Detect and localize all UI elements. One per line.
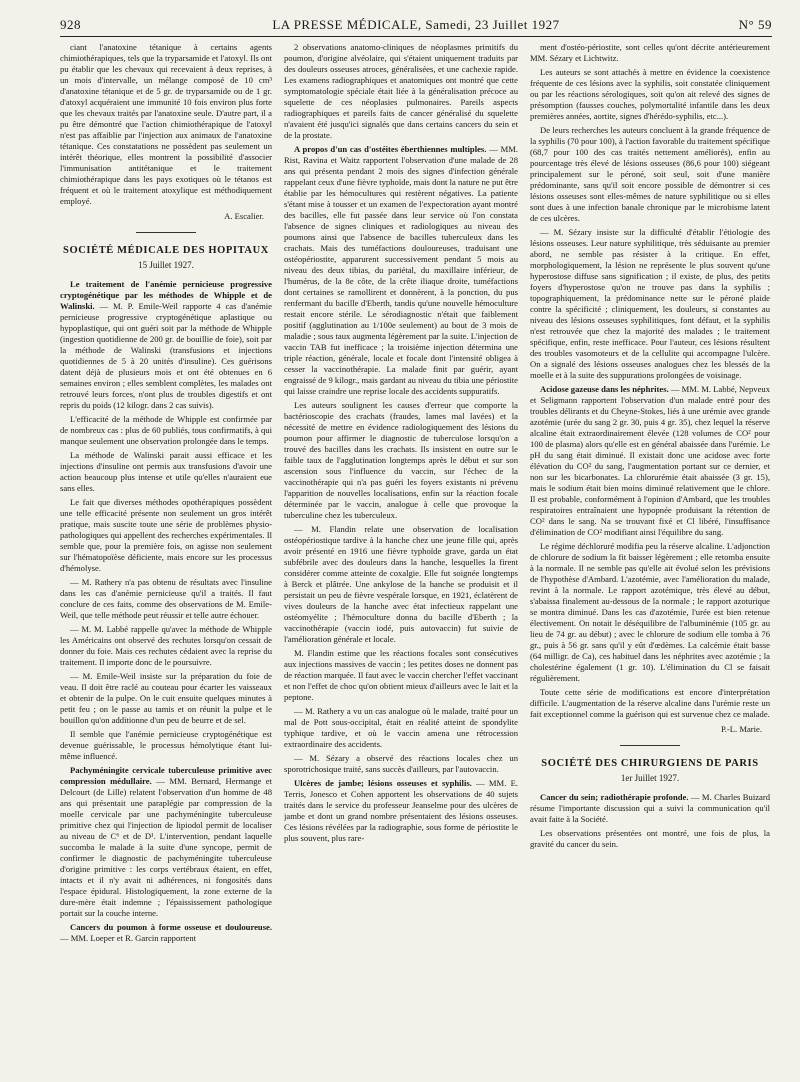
section-date: 15 Juillet 1927. — [138, 260, 194, 270]
column-2 — [284, 42, 518, 1066]
article-heading: Ulcères de jambe; lésions osseuses et syphilis. — [294, 778, 472, 788]
divider — [136, 232, 196, 233]
paragraph: Il semble que l'anémie pernicieuse cryptogénétique est devenue guérissable, le processus hémolytique étant lui-même influencé. — [60, 729, 272, 761]
paragraph: — M. Rathery a vu un cas analogue où le malade, traité pour un mal de Pott sous-occipital, était en réalité atteint de spondylite typhique tardive, et où le vaccin amena une rétrocession extraordinaire des accidents. — [284, 706, 518, 749]
signature: P.-L. Marie. — [720, 724, 762, 734]
divider — [620, 745, 680, 746]
paragraph: 2 observations anatomo-cliniques de néoplasmes primitifs du poumon, d'origine alvéolaire, qui s'étaient uniquement traduits par des douleurs osseuses atroces, généralisées, et une cachexie rapide. Les examens radiographiques et anatomiques ont montré que cette symptomatologie spéciale était liée à la généralisation précoce au squelette de ces néoplasies pulmonaires. Pareils aspects radiographiques et pareils faits de cancer généralisé du squelette n'avaient été jusqu'ici signalés que dans certains cancers du sein et de la prostate. — [284, 42, 518, 140]
section-date: 1er Juillet 1927. — [620, 773, 680, 783]
article-heading: Cancer du sein; radiothérapie profonde. — [540, 792, 689, 802]
paragraph: — MM. Loeper et R. Garcin rapportent — [60, 933, 197, 943]
signature: A. Escalier. — [224, 211, 264, 221]
paragraph: — M. Rathery n'a pas obtenu de résultats avec l'insuline dans les cas d'anémie pernicieuse qu'il a traités. Il faut conclure de ces faits, comme des observations de M. Emile-Weil, que telle méthode peut réussir et telle autre échouer. — [60, 577, 272, 620]
paragraph: — M. Charles Buizard résume l'importante discussion qui a suivi la communication qu'il avait faite à la Société. — [530, 792, 770, 824]
paragraph: — M. P. Emile-Weil rapporte 4 cas d'anémie pernicieuse progressive cryptogénétique aplastique ou hypoplastique, qui ont guéri soit par la méthode de Whipple (ingestion quotidienne de 200 gr. de bouillie de foie), soit par la méthode de Walinski (transfusions et injections quotidiennes de 5 à 20 unités d'insuline). Ces guérisons datent déjà de plusieurs mois et ont été obtenues en 6 semaines environ ; elles semblent complètes, les malades ont retrouvé leurs forces, n'ont plus de troubles digestifs et ont repris du poids (12 kilogr. dans 2 cas suivis). — [60, 301, 272, 410]
article-heading: Acidose gazeuse dans les néphrites. — [540, 384, 669, 394]
paragraph: — MM. Rist, Ravina et Waitz rapportent l'observation d'une malade de 28 ans qui présenta pendant 2 mois des signes d'infection générale rappelant ceux d'une fièvre typhoïde, mais dont la nature ne put être établie par les hémocultures qui restèrent négatives. La patiente s'étant mise à tousser et un examen de l'expectoration ayant montré des bacilles, elle fut passée dans leur service où l'on constata l'absence de signes cliniques et radiologiques au niveau des poumons ainsi que l'absence de bacilles tuberculeux dans les crachats. Mais des tuméfactions douloureuses, traduisant une ostéopériostite, apparurent successivement pendant 5 mois au niveau des deux tibias, du pariétal, du maxillaire inférieur, de l'humérus, de la 8e côte, de la crête iliaque droite, tuméfactions dont certaines se ramollirent et donnèrent, à la ponction, du pus renfermant du bacille d'Eberth, tandis qu'une nouvelle hémoculture restait encore stérile. Le sérodiagnostic n'était que faiblement positif (agglutination au 1/100e seulement) au bout de 3 mois de maladie ; sous taux augmenta légèrement par la suite. L'injection de vaccin TAB fut inefficace ; la troisième injection détermina une triple réaction, générale, locale et focale dont l'intensité obligea à cesser la vaccinothérapie. La malade finit par guérir, ayant engraissé de 9 kilogr., mais gardant au niveau du tibia une périostite qui laisse craindre une reprise locale des accidents suppuratifs. — [284, 144, 518, 396]
article-heading: Le traitement de l'anémie pernicieuse progressive cryptogénétique par les méthodes de Whipple et de Walinski. — [60, 279, 272, 311]
paragraph: — MM. M. Labbé, Nepveux et Seligmann rapportent l'observation d'un malade entré pour des troubles délirants et du Cheyne-Stokes, liés à une urémie avec grande azotémie (urée du sang 2 gr. 30, puis 4 gr. 35), chez lequel la réserve alcaline était extraordinairement élevée (128 volumes de CO² pour 100 de plasma) alors qu'elle est en général abaissée dans l'urémie. Le pH du sang était diminué. Il existait donc une acidose avec forte élévation du CO² du sang, l'augmentation portant sur ce dernier, et non sur les bicarbonates. La chlorurémie était abaissée (3 gr. 15), mais le sodium était bien moins diminué relativement que le chlore. Il est probable, conformément à l'opinion d'Ambard, que les troubles respiratoires entraînaient une hypopnée produisant la rétention de CO² dans le sang. Na se trouvant fixé et Cl libéré, l'insuffisance d'élimination de CO² modifiant ainsi l'équilibre du sang. — [530, 384, 770, 537]
paragraph: La méthode de Walinski parait aussi efficace et les injections d'insuline ont permis aux transfusions d'avoir une action beaucoup plus intense et utile qu'elles n'auraient eue sans elles. — [60, 450, 272, 493]
paragraph: — MM. E. Terris, Jonesco et Cohen apportent les observations de 40 sujets traités dans le service du professeur Jeanselme pour des ulcères de jambe et dont un grand nombre présentaient des lésions osseuses. Ces lésions révélées par la radiographie, sous forme de périostite le plus souvent, plus rare- — [284, 778, 518, 843]
article-heading: Pachyméningite cervicale tuberculeuse primitive avec compression médullaire. — [60, 765, 272, 786]
paragraph: ciant l'anatoxine tétanique à certains agents chimiothérapiques, tels que la tryparsamide et l'atoxyl. Ils ont pu établir que les chevaux qui recevaient à deux reprises, à un mois d'intervalle, un mélange composé de 10 cm³ d'anatoxine tétanique et de 5 gr. de tryparsamide ou de 1 gr. d'atoxyl acquéraient une immunité 10 fois environ plus forte que les chevaux traités par l'anatoxine seule. D'autre part, il a pu être démontré que l'action chimiothérapique de l'atoxyl n'est pas affaiblie par l'injection aux animaux de l'anatoxine tétanique. Ces constatations ne possèdent pas seulement un intérêt théorique, elles montrent la possibilité d'associer l'immunisation antitétanique et le traitement chimiothérapique dans les pays exotiques où le tétanos est fréquent et où le traitement atoxylique est méthodiquement employé. — [60, 42, 272, 206]
page-number: 928 — [60, 17, 81, 32]
column-3 — [530, 42, 770, 1066]
paragraph: Les observations présentées ont montré, une fois de plus, la gravité du cancer du sein. — [530, 828, 770, 849]
paragraph: Le fait que diverses méthodes opothérapiques possèdent une telle efficacité présente non seulement un gros intérêt pratique, mais suscite toute une série de problèmes physio-pathologiques qui appellent des recherches expérimentales. Il semble que, pour la première fois, on agisse non seulement sur l'hématopoïèse déficiente, mais encore sur les processus d'hémolyse. — [60, 497, 272, 573]
article-heading: A propos d'un cas d'ostéites éberthiennes multiples. — [294, 144, 487, 154]
paragraph: Le régime déchloruré modifia peu la réserve alcaline. L'adjonction de chlorure de sodium la fit baisser légèrement ; elle retomba ensuite à la normale. Il ne semble pas qu'elle ait évolué selon les prévisions de l'hypothèse d'Ambard. L'azotémie, avec l'amélioration du malade, revint à la normale. Le rapport azotémique, très élevé au début, s'abaissa finalement au-dessous de la normale ; le rapport azoturique se montra diminué. Dans les cas d'azotémie, l'urée est bien retenue électivement. On notait le déséquilibre de l'albuminémie (105 gr. au lieu de 74 gr. au début) ; avec le chlorure de sodium elle tomba à 76 gr., puis à 56 gr. sans qu'il y eût d'œdèmes. La calcémie était basse (64 milligr. de Ca), ces habituel dans les néphrites avec azotémie ; la cholestérine également (1 gr. 10). L'élimination du Cl se faisait régulièrement. — [530, 541, 770, 683]
page-header — [60, 14, 772, 37]
paragraph: M. Flandin estime que les réactions focales sont consécutives aux injections massives de vaccin ; les petites doses ne donnent pas de réaction marquée. Il faut avec le vaccin chercher l'effet vaccinant et non l'effet de choc qu'on obtient mieux d'ailleurs avec le lait et la peptone. — [284, 648, 518, 702]
column-1 — [60, 42, 272, 1066]
paragraph: De leurs recherches les auteurs concluent à la grande fréquence de la syphilis (70 pour 100), à l'action favorable du traitement spécifique (68,7 pour 100 des cas traités nettement améliorés), enfin au pourcentage très élevé de lésions osseuses (86,6 pour 100) siégeant principalement sur le péroné, soit seul, soit d'une manière prédominante, sans qu'il soit encore possible de démontrer si ces lésions osseuses sont elles-mêmes de nature syphilitique ou si elles sont dues à une infection banale chronique par le microbisme latent de ces ulcères. — [530, 125, 770, 223]
article-heading: Cancers du poumon à forme osseuse et douloureuse. — [70, 922, 272, 932]
paragraph: — M. Emile-Weil insiste sur la préparation du foie de veau. Il doit être raclé au couteau pour écarter les vaisseaux et obtenir de la pulpe. On le cuit ensuite quelques minutes à petit feu ; on le passe au tamis et on réunit la pulpe et le bouillon qu'on additionne d'un peu de beurre et de sel. — [60, 671, 272, 725]
section-title: SOCIÉTÉ DES CHIRURGIENS DE PARIS — [541, 758, 759, 769]
paragraph: Les auteurs se sont attachés à mettre en évidence la coexistence fréquente de ces lésions avec la syphilis, soit constatée cliniquement ou par les réactions sérologiques, soit qu'on ait relevé des signes de présomption (fausses couches, polymortalité infantile dans les deux premières années, aortite, signes d'hérédo-syphilis, etc...). — [530, 67, 770, 121]
paragraph: Toute cette série de modifications est encore d'interprétation difficile. L'augmentation de la réserve alcaline dans l'urémie reste un fait exceptionnel comme la guérison qui est survenue chez ce malade. — [530, 687, 770, 719]
paragraph: L'efficacité de la méthode de Whipple est confirmée par de nombreux cas : plus de 60 publiés, tous confirmatifs, à qui manque seulement une observation prolongée dans le temps. — [60, 414, 272, 446]
journal-title: LA PRESSE MÉDICALE, Samedi, 23 Juillet 1927 — [272, 17, 560, 32]
paragraph: — M. Flandin relate une observation de localisation ostéopériostique tardive à la hanche chez une jeune fille qui, après avoir présenté en 1916 une fièvre typhoïde grave, garda un état subfébrile avec des douleurs dans la hanche, lesquelles la firent considérer comme atteinte de coxalgie. Elle fut soignée longtemps à Berck et plâtrée. Une ankylose de la hanche se produisit et il persistait un peu de fièvre vespérale lorsque, en 1921, éclatèrent de vives douleurs de la hanche avec état infectieux rappelant une ostéomyélite ; l'hémoculture donna du bacille d'Eberth ; la vaccinothérapie (vaccin iodé, puis autovaccin) fut suivie de l'amélioration générale et locale. — [284, 524, 518, 644]
paragraph: — MM. Bernard, Hermange et Delcourt (de Lille) relatent l'observation d'un homme de 48 ans qui présentait une paraplégie par compression de la moelle cervicale par une pachyméningite tuberculeuse primitive chez qui l'injection de lipiodol permit de localiser au niveau de C⁶ et de D¹. L'intervention, pendant laquelle succomba le malade à la suite d'une syncope, permit de confirmer le diagnostic de pachyméningite tuberculeuse d'origine primitive : les corps vertébraux étaient, en effet, intacts et il n'y avait ni adhérences, ni fongosités dans l'espace épidural. Histologiquement, la zone externe de la dure-mère était indemne ; l'épaississement pathologique portait sur la couche interne. — [60, 776, 272, 918]
paragraph: — M. M. Labbé rappelle qu'avec la méthode de Whipple les Américains ont observé des rechutes lorsqu'on cessait de donner du foie. Mais ces rechutes cédaient avec la reprise du traitement. Il importe donc de le poursuivre. — [60, 624, 272, 667]
issue-number: N° 59 — [738, 17, 772, 32]
paragraph: Les auteurs soulignent les causes d'erreur que comporte la bactérioscopie des crachats (fraudes, lames mal lavées) et la nécessité de mettre en évidence radiologiquement des lésions du poumon pour affirmer le diagnostic de tuberculose lorsqu'on a trouvé des bacilles dans les crachats. Ils insistent en outre sur le faible taux de l'agglutination longtemps après le début et sur son ascension sous l'influence du vaccin, sur l'échec de la vaccinothérapie qui n'a pas guéri les foyers existants ni prévenu l'apparition de nouvelles localisations, enfin sur la réaction focale déterminée par le vaccin, analogue à celle que provoque la tuberculine chez les tuberculeux. — [284, 400, 518, 520]
section-title: SOCIÉTÉ MÉDICALE DES HOPITAUX — [63, 245, 269, 256]
paragraph: ment d'ostéo-périostite, sont celles qu'ont décrite antérieurement MM. Sézary et Lichtwitz. — [530, 42, 770, 63]
paragraph: — M. Sézary insiste sur la difficulté d'établir l'étiologie des lésions osseuses. Leur nature syphilitique, très séduisante au premier abord, ne semble pas résister à la critique. En effet, morphologiquement, la lésion ne représente le plus souvent qu'une hyperostose diffuse sans signification ; il existe, de plus, des petits foyers d'hyperostose qu'on ne trouve pas dans la syphilis ; topographiquement, la prédominance nette sur le péroné plaide contre la spécificité ; cliniquement, les douleurs, si constantes au niveau des lésions osseuses syphilitiques, font défaut, et la syphilis n'est retrouvée que chez la majorité des malades ; le traitement spécifique, enfin, reste inefficace. Pour l'auteur, ces lésions résultent des troubles vasomoteurs et de la cellulite qui accompagne l'ulcère. On a signalé des lésions osseuses analogues chez les blessés de la moelle et à la suite des suppurations prolongées de voisinage. — [530, 227, 770, 380]
paragraph: — M. Sézary a observé des réactions locales chez un sporotrichosique traité, sans succès d'ailleurs, par l'autovaccin. — [284, 753, 518, 774]
